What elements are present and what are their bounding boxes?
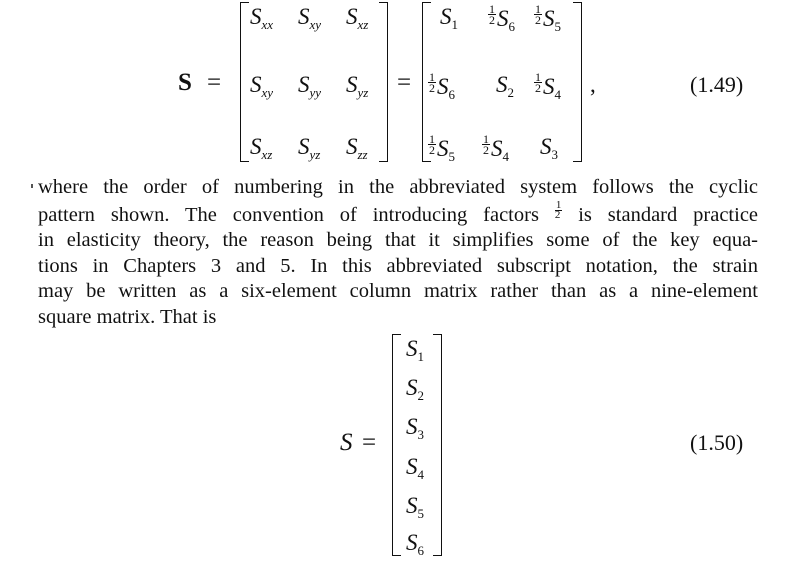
eq150-lhs-symbol: S <box>340 429 353 456</box>
eq149-abbreviated-matrix <box>422 2 582 162</box>
matrix-a-cell: $S_{xz}$ <box>346 4 369 32</box>
matrix-a-cell: $S_{xy}$ <box>298 4 322 32</box>
margin-mark <box>31 184 33 188</box>
paragraph-line: square matrix. That is <box>38 305 217 328</box>
matrix-b-cell: $S_2$ <box>496 72 514 100</box>
paragraph-line: tions in Chapters 3 and 5. In this abbreviated subscript notation, the strain <box>38 254 758 277</box>
matrix-b-cell: $\frac{1}{2}$ $S_5$ <box>429 132 455 164</box>
matrix-a-cell: $S_{xz}$ <box>250 134 273 162</box>
half-fraction: $\frac{1}{2}$ <box>489 2 495 27</box>
matrix-a-cell: $S_{yz}$ <box>346 72 369 100</box>
half-fraction: $\frac{1}{2}$ <box>429 70 435 95</box>
matrix-b-cell: $\frac{1}{2}$ $S_5$ <box>535 2 561 34</box>
half-fraction: $\frac{1}{2}$ <box>535 70 541 95</box>
matrix-left-bracket <box>240 2 249 162</box>
equation-1-49 <box>0 0 800 172</box>
body-paragraph <box>38 175 758 330</box>
vector-right-bracket <box>433 334 442 556</box>
matrix-a-cell: $S_{xx}$ <box>250 4 274 32</box>
paragraph-line: may be written as a six-element column matrix rather than as a nine-element <box>38 280 758 302</box>
eq150-column-vector <box>392 334 442 556</box>
eq150-equals-sign: = <box>362 429 377 456</box>
matrix-b-cell: $\frac{1}{2}$ $S_6$ <box>429 70 455 102</box>
paragraph-line: pattern shown. The convention of introducing factors $\frac{1}{2}$ is standard practice <box>38 198 759 226</box>
half-fraction: $\frac{1}{2}$ <box>483 132 489 157</box>
matrix-b-cell: $S_1$ <box>440 4 458 32</box>
matrix-right-bracket <box>573 2 582 162</box>
vector-entry: $S_1$ <box>406 336 424 364</box>
matrix-a-cell: $S_{yz}$ <box>298 134 321 162</box>
matrix-b-cell: $\frac{1}{2}$ $S_6$ <box>489 2 515 34</box>
vector-left-bracket <box>392 334 401 556</box>
eq149-equals-sign-1: = <box>207 69 222 96</box>
half-fraction: $\frac{1}{2}$ <box>429 132 435 157</box>
vector-entry: $S_2$ <box>406 375 424 403</box>
eq149-lhs-symbol: S <box>178 69 192 96</box>
vector-entry: $S_6$ <box>406 530 424 558</box>
matrix-a-cell: $S_{zz}$ <box>346 134 368 162</box>
matrix-a-cell: $S_{yy}$ <box>298 72 322 100</box>
paragraph-line: where the order of numbering in the abbreviated system follows the cyclic <box>38 176 758 198</box>
matrix-right-bracket <box>379 2 388 162</box>
eq149-tensor-matrix <box>240 2 388 162</box>
half-fraction: $\frac{1}{2}$ <box>535 2 541 27</box>
vector-entry: $S_4$ <box>406 454 424 482</box>
paragraph-line: in elasticity theory, the reason being that it simplifies some of the key equa- <box>38 229 758 251</box>
matrix-b-cell: $\frac{1}{2}$ $S_4$ <box>535 70 561 102</box>
eq149-comma: , <box>590 72 596 97</box>
eq149-equation-number: (1.49) <box>690 72 744 97</box>
vector-entry: $S_3$ <box>406 414 424 442</box>
matrix-b-cell: $S_3$ <box>540 134 558 162</box>
eq149-equals-sign-2: = <box>397 69 412 96</box>
matrix-b-cell: $\frac{1}{2}$ $S_4$ <box>483 132 509 164</box>
eq150-equation-number: (1.50) <box>690 430 744 455</box>
inline-half-fraction: $\frac{1}{2}$ <box>554 198 562 221</box>
matrix-a-cell: $S_{xy}$ <box>250 72 274 100</box>
vector-entry: $S_5$ <box>406 493 424 521</box>
